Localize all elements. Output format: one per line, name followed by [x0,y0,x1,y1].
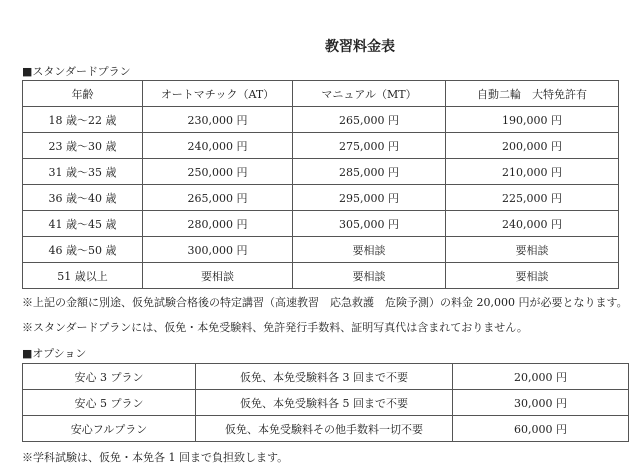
table-row [23,185,619,211]
table-cell: 265,000 円 [143,185,293,211]
table-cell: 190,000 円 [446,107,619,133]
note-extra-fee: ※上記の金額に別途、仮免試験合格後の特定講習（高速教習 応急救護 危険予測）の料金 20,000 円が必要となります。 [22,296,628,309]
table-cell: 仮免、本免受験料その他手数料一切不要 [196,416,453,442]
table-cell: 295,000 円 [293,185,446,211]
table-cell: 18 歳～22 歳 [23,107,143,133]
table-cell: 60,000 円 [453,416,629,442]
standard-price-table [22,80,619,289]
table-cell: 31 歳～35 歳 [23,159,143,185]
table-row [23,133,619,159]
page-title: 教習料金表 [325,39,395,55]
header-at: オートマチック（AT） [143,81,293,107]
table-row [23,159,619,185]
table-cell: 285,000 円 [293,159,446,185]
options-table [22,363,629,442]
table-cell: 275,000 円 [293,133,446,159]
note-exam: ※学科試験は、仮免・本免各 1 回まで負担致します。 [22,451,289,464]
note-exclusions: ※スタンダードプランには、仮免・本免受験料、免許発行手数料、証明写真代は含まれておりません。 [22,321,528,334]
table-row [23,211,619,237]
header-motorcycle: 自動二輪 大特免許有 [446,81,619,107]
table-cell: 300,000 円 [143,237,293,263]
table-cell: 安心フルプラン [23,416,196,442]
table-cell: 30,000 円 [453,390,629,416]
table-row [23,263,619,289]
table-row [23,416,629,442]
table-cell: 225,000 円 [446,185,619,211]
table-cell: 要相談 [143,263,293,289]
table-cell: 51 歳以上 [23,263,143,289]
table-cell: 230,000 円 [143,107,293,133]
table-cell: 210,000 円 [446,159,619,185]
table-cell: 240,000 円 [446,211,619,237]
options-heading: ■オプション [22,347,87,360]
table-cell: 250,000 円 [143,159,293,185]
table-cell: 要相談 [446,263,619,289]
table-cell: 200,000 円 [446,133,619,159]
table-cell: 要相談 [446,237,619,263]
table-cell: 安心 3 プラン [23,364,196,390]
table-header-row [23,81,619,107]
standard-heading: ■スタンダードプラン [22,65,131,78]
table-row [23,237,619,263]
table-cell: 305,000 円 [293,211,446,237]
table-cell: 265,000 円 [293,107,446,133]
table-cell: 要相談 [293,237,446,263]
table-cell: 仮免、本免受験料各 5 回まで不要 [196,390,453,416]
table-row [23,107,619,133]
table-cell: 240,000 円 [143,133,293,159]
table-cell: 36 歳～40 歳 [23,185,143,211]
table-cell: 20,000 円 [453,364,629,390]
table-cell: 46 歳～50 歳 [23,237,143,263]
table-cell: 41 歳～45 歳 [23,211,143,237]
table-cell: 要相談 [293,263,446,289]
table-cell: 23 歳～30 歳 [23,133,143,159]
table-cell: 仮免、本免受験料各 3 回まで不要 [196,364,453,390]
table-cell: 安心 5 プラン [23,390,196,416]
table-cell: 280,000 円 [143,211,293,237]
header-age: 年齢 [23,81,143,107]
table-row [23,364,629,390]
table-row [23,390,629,416]
header-mt: マニュアル（MT） [293,81,446,107]
